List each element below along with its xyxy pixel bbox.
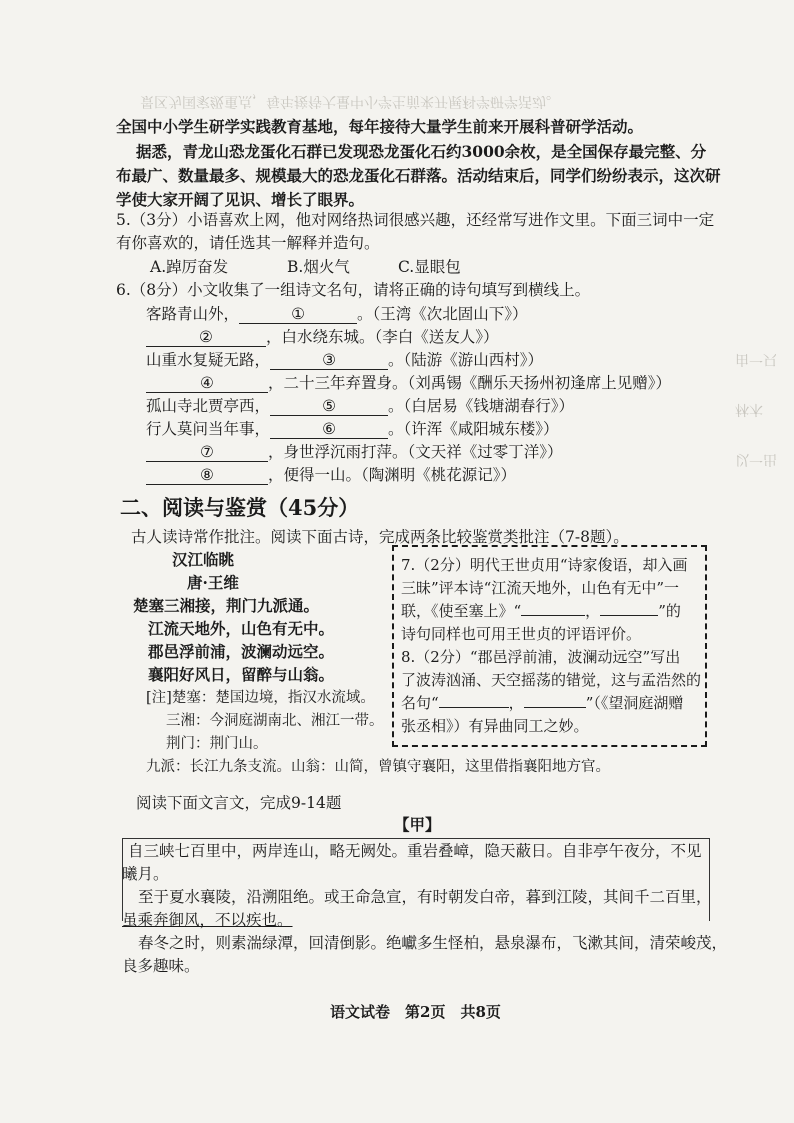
passage-line: 良多趣味。	[122, 957, 200, 975]
question-8-text	[401, 692, 683, 714]
page-footer: 语文试卷 第2页 共8页	[330, 1003, 501, 1021]
question-5-option-c: C.显眼包	[398, 258, 461, 276]
answer-blank[interactable]	[439, 707, 509, 708]
answer-blank[interactable]	[239, 305, 357, 324]
poem-fill-line	[146, 326, 499, 348]
line-text: ，	[585, 602, 601, 620]
question-5-option-b: B.烟火气	[287, 258, 350, 276]
line-source: 。（许浑《咸阳城东楼》）	[388, 420, 559, 438]
line-source: 。（王湾《次北固山下》）	[357, 305, 528, 323]
poem-note: 三湘：今洞庭湖南北、湘江一带。	[166, 713, 384, 729]
blank-number: ①	[291, 305, 305, 323]
answer-blank[interactable]	[270, 420, 388, 439]
line-text: 孤山寺北贾亭西，	[146, 397, 271, 415]
poem-author: 唐·王维	[187, 573, 239, 592]
line-text: 山重水复疑无路，	[146, 351, 271, 369]
passage-label: 【甲】	[394, 815, 441, 834]
poem-note: 九派：长江九条支流。山翁：山简，曾镇守襄阳，这里借指襄阳地方官。	[146, 759, 610, 775]
line-text: ，白水绕东城。（李白《送友人》）	[266, 328, 499, 346]
annotation-box	[392, 545, 707, 747]
intro-line: 据悉，青龙山恐龙蛋化石群已发现恐龙蛋化石约3000余枚，是全国保存最完整、分	[136, 142, 707, 161]
poem-fill-line	[146, 372, 671, 394]
question-7-text	[401, 600, 681, 622]
line-text: 名句“	[401, 694, 439, 712]
poem-fill-line	[146, 349, 543, 371]
passage-line: 虽乘奔御风，不以疾也。	[122, 911, 293, 929]
question-7-text: 三昧”评本诗“江流天地外，山色有无中”一	[401, 579, 680, 597]
poem-fill-line	[146, 464, 516, 486]
line-text: ”的	[658, 602, 681, 620]
answer-blank[interactable]	[270, 397, 388, 416]
passage-line: 曦月。	[122, 865, 169, 883]
answer-blank[interactable]	[146, 466, 268, 485]
answer-blank[interactable]	[524, 707, 586, 708]
poem-fill-line	[146, 441, 563, 463]
bleed-through-text: 由一只	[735, 351, 777, 367]
poem-fill-line	[146, 303, 528, 325]
answer-blank[interactable]	[146, 374, 268, 393]
blank-number: ⑧	[200, 466, 214, 484]
question-7-text: 7.（2分）明代王世贞用“诗家俊语，却入画	[401, 556, 688, 574]
blank-number: ③	[322, 351, 336, 369]
question-5-text: 有你喜欢的，请任选其一解释并造句。	[116, 234, 380, 252]
answer-blank[interactable]	[521, 615, 585, 616]
bleed-through-text: 景区为国家级重点，每年接待大量中小学生前来开展科学研学活动。	[140, 93, 560, 109]
passage-line: 至于夏水襄陵，沿溯阻绝。或王命急宣，有时朝发白帝，暮到江陵，其间千二百里，	[138, 888, 712, 906]
line-text: ，	[508, 694, 524, 712]
answer-blank[interactable]	[146, 443, 268, 462]
blank-number: ②	[199, 328, 213, 346]
line-source: 。（陆游《游山西村》）	[388, 351, 544, 369]
question-5-text: 5.（3分）小语喜欢上网，他对网络热词很感兴趣，还经常写进作文里。下面三词中一定	[116, 211, 715, 229]
blank-number: ⑦	[200, 443, 214, 461]
question-5-option-a: A.踔厉奋发	[150, 258, 229, 276]
intro-line: 学使大家开阔了见识、增长了眼界。	[116, 190, 365, 209]
section-title: 二、阅读与鉴赏（45分）	[120, 495, 360, 520]
poem-note: 荆门：荆门山。	[166, 736, 268, 752]
question-8-text: 张丞相》）有异曲同工之妙。	[401, 717, 589, 735]
reading-intro: 阅读下面文言文，完成9-14题	[136, 794, 342, 812]
answer-blank[interactable]	[270, 351, 388, 370]
intro-line: 全国中小学生研学实践教育基地，每年接待大量学生前来开展科普研学活动。	[116, 117, 644, 136]
line-source: 。（白居易《钱塘湖春行》）	[388, 397, 575, 415]
section-intro: 古人读诗常作批注。阅读下面古诗，完成两条比较鉴赏类批注（7-8题）。	[131, 528, 629, 546]
poem-line: 江流天地外，山色有无中。	[148, 619, 335, 638]
answer-blank[interactable]	[146, 328, 266, 347]
poem-note: [注]楚塞：楚国边境，指汉水流域。	[146, 690, 375, 706]
line-text: 行人莫问当年事，	[146, 420, 271, 438]
passage-line: 自三峡七百里中，两岸连山，略无阙处。重岩叠嶂，隐天蔽日。自非亭午夜分，不见	[128, 842, 702, 860]
bleed-through-text: 以一出	[735, 451, 777, 467]
blank-number: ⑤	[322, 397, 336, 415]
question-7-text: 诗句同样也可用王世贞的评语评价。	[401, 625, 642, 643]
poem-fill-line	[146, 395, 574, 417]
passage-line: 春冬之时，则素湍绿潭，回清倒影。绝巘多生怪柏，悬泉瀑布，飞漱其间，清荣峻茂，	[138, 934, 728, 952]
intro-line: 布最广、数量最多、规模最大的恐龙蛋化石群落。活动结束后，同学们纷纷表示，这次研	[116, 166, 721, 185]
poem-title: 汉江临眺	[172, 550, 235, 569]
poem-line: 郡邑浮前浦，波澜动远空。	[148, 642, 335, 661]
line-text: ，二十三年弃置身。（刘禹锡《酬乐天扬州初逢席上见赠》）	[268, 374, 672, 392]
poem-fill-line	[146, 418, 559, 440]
blank-number: ⑥	[322, 420, 336, 438]
answer-blank[interactable]	[600, 615, 658, 616]
line-text: 联，《使至塞上》“	[401, 602, 522, 620]
blank-number: ④	[200, 374, 214, 392]
line-text: ，身世浮沉雨打萍。（文天祥《过零丁洋》）	[268, 443, 563, 461]
line-text: 客路青山外，	[146, 305, 240, 323]
poem-line: 楚塞三湘接，荆门九派通。	[133, 596, 320, 615]
line-text: ”（《望洞庭湖赠	[585, 694, 684, 712]
line-text: ，便得一山。（陶渊明《桃花源记》）	[268, 466, 517, 484]
bleed-through-text: 林木	[735, 401, 763, 417]
poem-line: 襄阳好风日，留醉与山翁。	[148, 665, 335, 684]
question-8-text: 8.（2分）“郡邑浮前浦，波澜动远空”写出	[401, 648, 681, 666]
question-6-intro: 6.（8分）小文收集了一组诗文名句，请将正确的诗句填写到横线上。	[116, 281, 591, 299]
question-8-text: 了波涛汹涌、天空摇荡的错觉，这与孟浩然的	[401, 671, 702, 689]
